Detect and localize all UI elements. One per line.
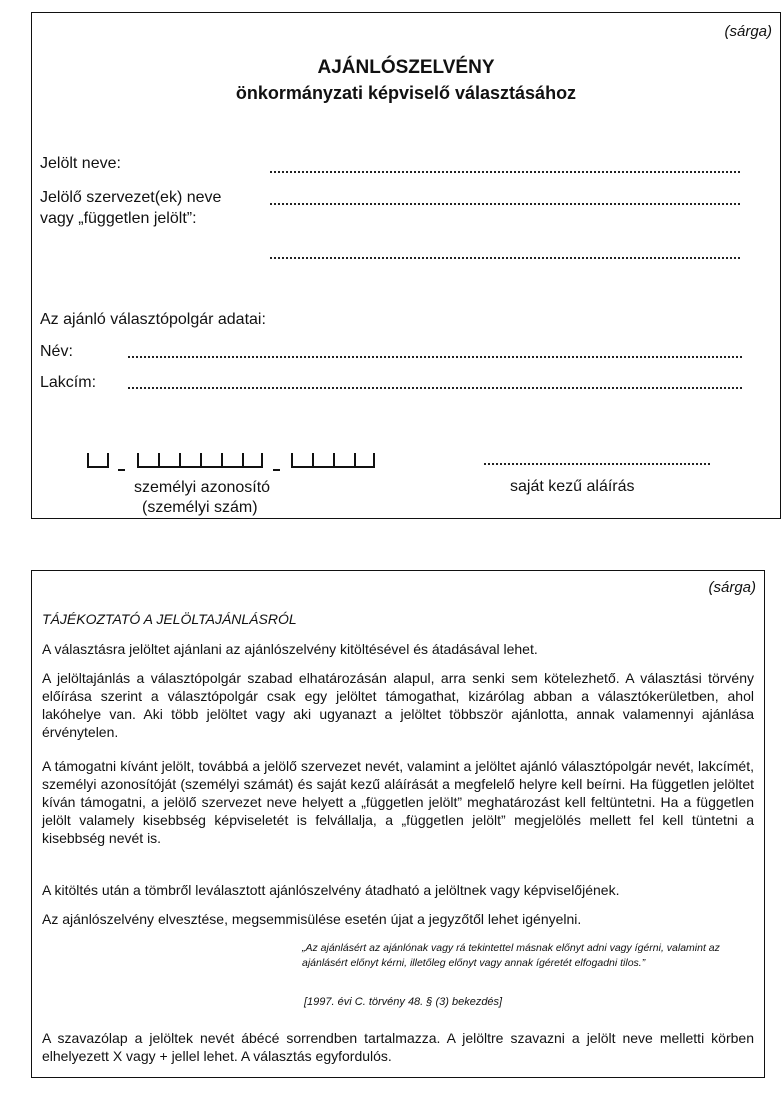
candidate-name-label: Jelölt neve:	[40, 155, 121, 172]
address-label: Lakcím:	[40, 374, 97, 391]
org-label-line1: Jelölő szervezet(ek) neve	[40, 189, 222, 206]
name-label: Név:	[40, 343, 73, 360]
legal-quote: „Az ajánlásért az ajánlónak vagy rá tekintettel másnak előnyt adni vagy ígérni, valamint az ajánlásért előnyt kérni, illetőleg előnyt vagy annak ígéretét elfogadni tilos.”	[302, 942, 720, 969]
slip-title: AJÁNLÓSZELVÉNY	[317, 57, 495, 78]
personal-number-label: (személyi szám)	[142, 499, 258, 516]
id-digit-box-group[interactable]	[137, 453, 263, 468]
candidate-name-field[interactable]	[270, 171, 740, 173]
signature-label: saját kezű aláírás	[510, 478, 635, 495]
info-paragraph: Az ajánlószelvény elvesztése, megsemmisülése esetén újat a jegyzőtől lehet igényelni.	[42, 911, 582, 927]
slip-subtitle: önkormányzati képviselő választásához	[235, 83, 577, 103]
color-tag: (sárga)	[724, 23, 772, 40]
voter-address-field[interactable]	[128, 387, 742, 389]
closing-paragraph: A szavazólap a jelöltek nevét ábécé sorrendben tartalmazza. A jelöltre szavazni a jelölt neve melletti körben elhelyezett X vagy + jellel lehet. A választás egyfordulós.	[42, 1030, 754, 1064]
signature-field[interactable]	[484, 463, 710, 465]
nomination-slip	[31, 12, 781, 519]
id-separator	[273, 469, 280, 471]
voter-name-field[interactable]	[128, 356, 742, 358]
org-name-field-extra[interactable]	[270, 257, 740, 259]
id-digit-box-group[interactable]	[291, 453, 375, 468]
id-separator	[118, 469, 125, 471]
legal-quote-source: [1997. évi C. törvény 48. § (3) bekezdés]	[304, 996, 503, 1008]
color-tag: (sárga)	[708, 579, 756, 596]
info-paragraph: A jelöltajánlás a választópolgár szabad elhatározásán alapul, arra senki sem kötelezhető. A választási törvény előírása szerint a választópolgár csak egy jelöltet támogathat, kizárólag abban a választókerületben, ahol lakóhelye van. Aki több jelöltet vagy aki ugyanazt a jelöltet többször ajánlotta, annak valamennyi ajánlása érvénytelen.	[42, 670, 754, 740]
info-paragraph: A választásra jelöltet ajánlani az ajánlószelvény kitöltésével és átadásával lehet.	[42, 641, 538, 657]
info-section	[31, 570, 765, 1078]
voter-section-label: Az ajánló választópolgár adatai:	[40, 311, 266, 328]
personal-id-label: személyi azonosító	[134, 479, 271, 496]
info-paragraph: A támogatni kívánt jelölt, továbbá a jelölő szervezet nevét, valamint a jelöltet ajánló választópolgár nevét, lakcímét, személyi azonosítóját (személyi számát) és saját kezű aláírását a megfelelő helyre kell beírni. Ha független jelöltet kíván támogatni, a jelölő szervezet neve helyett a „független jelölt” meghatározást kell feltüntetni. Ha a független jelölt valamely kisebbség képviseletét is felvállalja, a „független jelölt” megjelölés mellett fel kell tüntetni a kisebbség nevét is.	[42, 758, 754, 846]
org-label-line2: vagy „független jelölt”:	[40, 210, 197, 227]
info-heading: TÁJÉKOZTATÓ A JELÖLTAJÁNLÁSRÓL	[42, 611, 297, 627]
org-name-field[interactable]	[270, 203, 740, 205]
id-digit-box[interactable]	[87, 453, 109, 468]
info-paragraph: A kitöltés után a tömbről leválasztott ajánlószelvény átadható a jelöltnek vagy képviselőjének.	[42, 882, 620, 898]
